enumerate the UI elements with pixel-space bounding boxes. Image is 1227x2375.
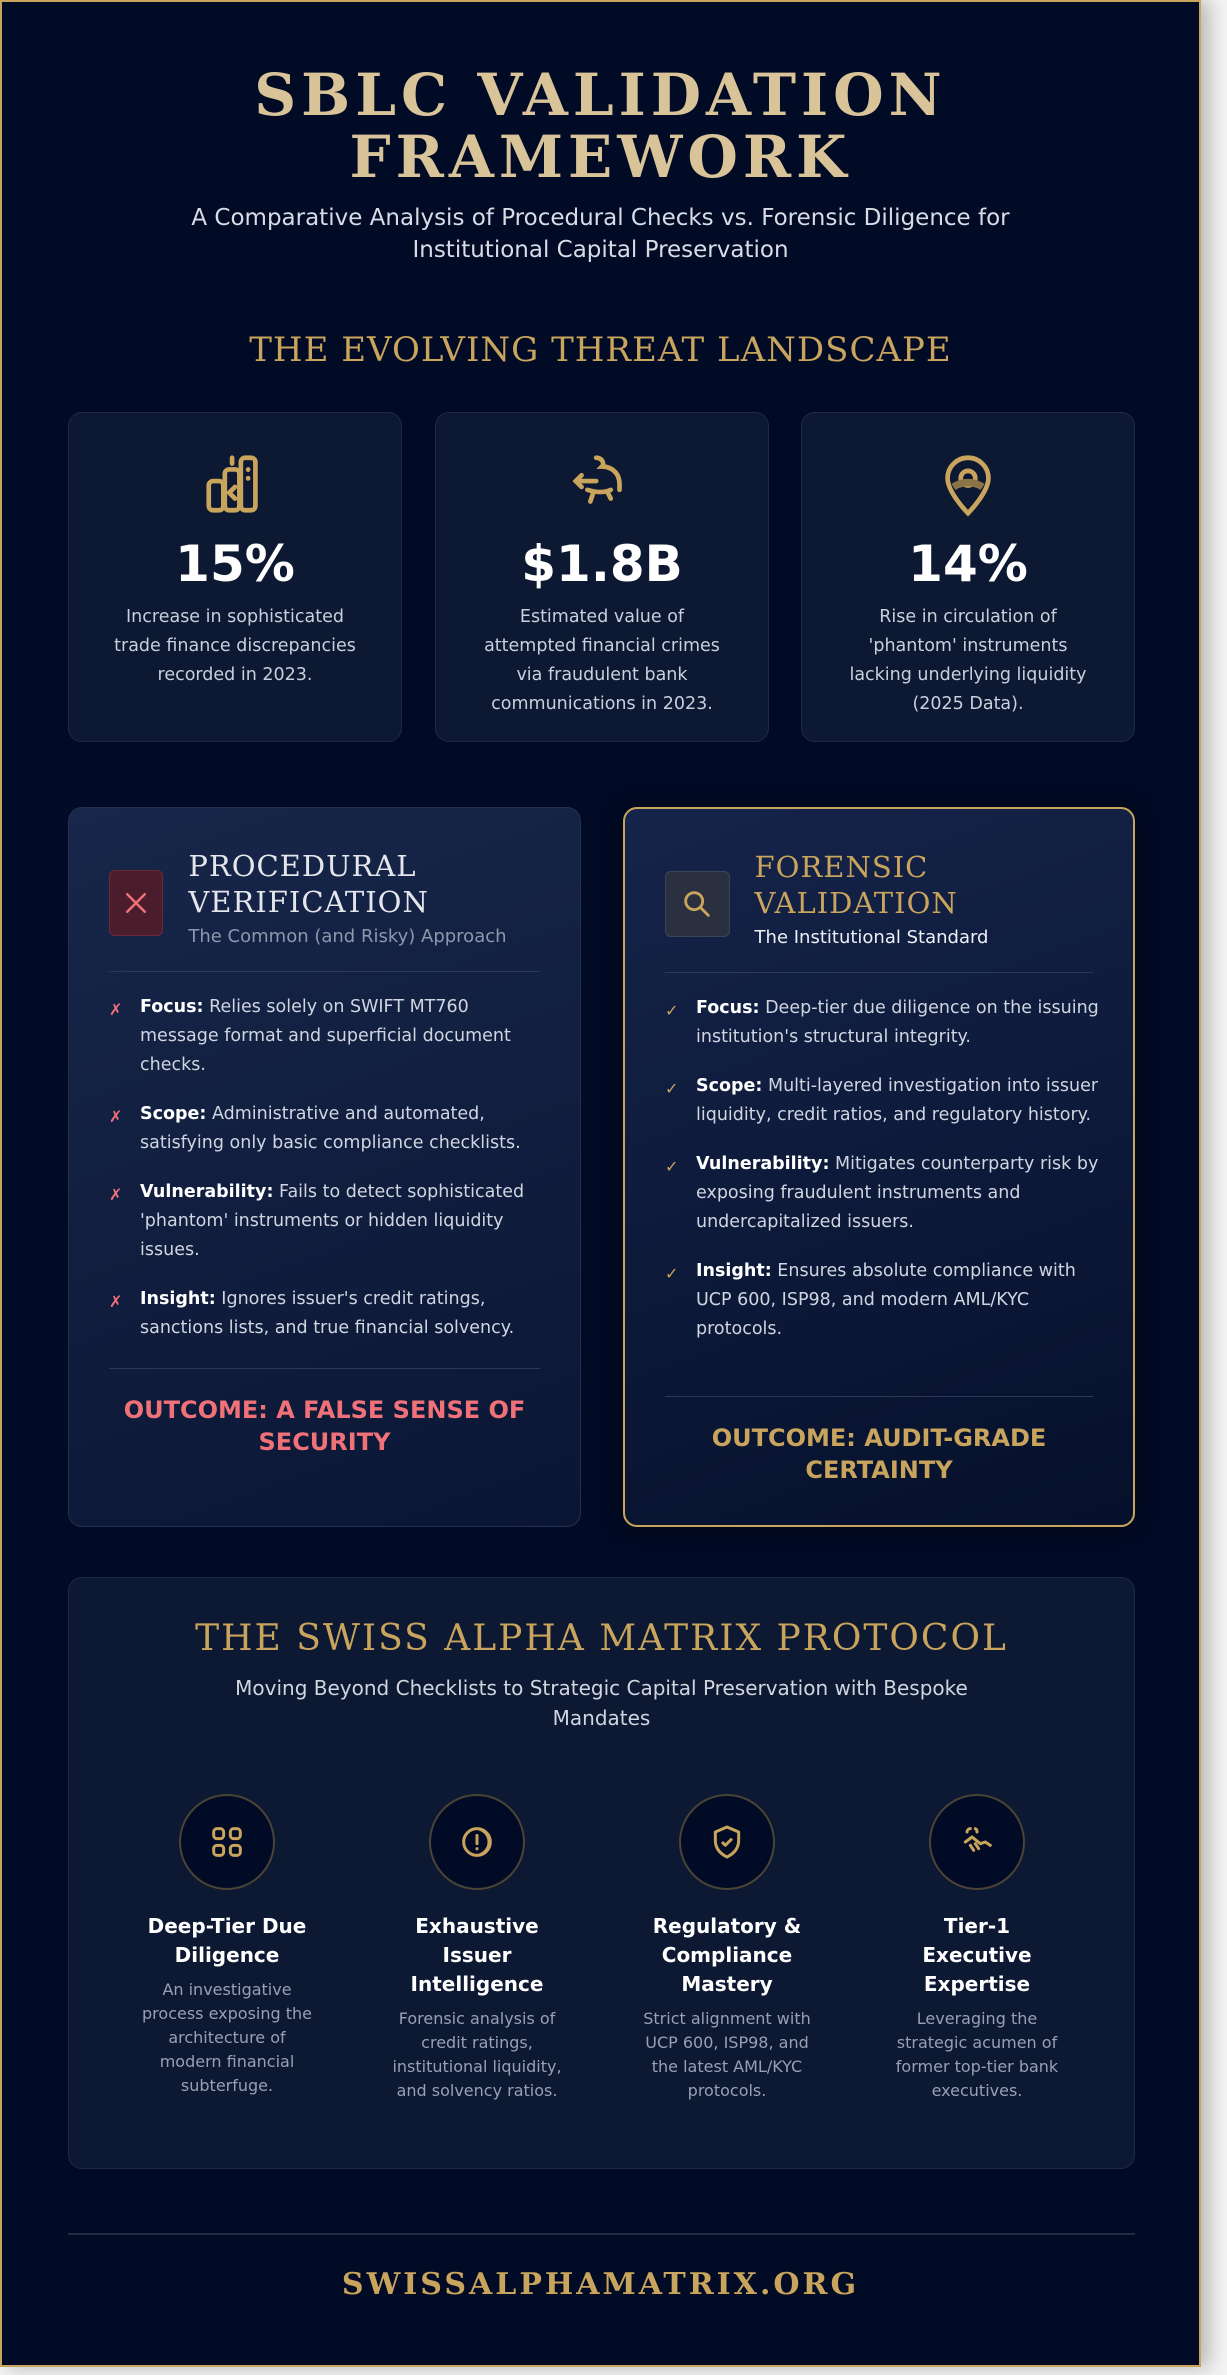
pillar-description: Strict alignment with UCP 600, ISP98, and the latest AML/KYC protocols. (643, 2009, 811, 2100)
check-icon: ✓ (665, 1157, 679, 1176)
pillar-name: Deep-Tier Due Diligence (147, 1914, 307, 1967)
cross-icon: ✗ (109, 1000, 123, 1019)
item-label: Insight: (140, 1289, 216, 1309)
pillar (127, 1794, 327, 2098)
pillar-name: Regulatory & Compliance Mastery (652, 1914, 802, 1996)
footer-site-link[interactable]: SWISSALPHAMATRIX.ORG (341, 2267, 860, 2302)
stat-card (435, 412, 769, 742)
outcome-text: OUTCOME: A FALSE SENSE OF SECURITY (123, 1396, 526, 1456)
item-label: Scope: (696, 1076, 763, 1096)
divider (109, 1368, 540, 1369)
card-title: FORENSIC VALIDATION (754, 850, 958, 920)
outcome-text: OUTCOME: AUDIT-GRADE CERTAINTY (711, 1424, 1047, 1484)
list-item (665, 994, 1103, 1052)
stat-description: Estimated value of attempted financial crimes via fraudulent bank communications in 2023. (484, 607, 720, 714)
list-item (109, 993, 550, 1080)
item-text: Deep-tier due diligence on the issuing institution's structural integrity. (696, 998, 1099, 1047)
divider (665, 1396, 1093, 1397)
stat-value: 14% (908, 535, 1028, 593)
pillar-name: Tier-1 Executive Expertise (922, 1914, 1032, 1996)
cross-icon: ✗ (109, 1292, 123, 1311)
pillar (627, 1794, 827, 2103)
location-pin-icon (933, 449, 1003, 519)
protocol-subtitle: Moving Beyond Checklists to Strategic Capital Preservation with Bespoke Mandates (235, 1676, 968, 1730)
cross-icon: ✗ (109, 1107, 123, 1126)
forensic-validation-card (623, 807, 1135, 1527)
item-label: Scope: (140, 1104, 207, 1124)
pillar-description: An investigative process exposing the architecture of modern financial subterfuge. (142, 1980, 312, 2095)
protocol-section (68, 1577, 1135, 2169)
stat-description: Rise in circulation of 'phantom' instruments lacking underlying liquidity (2025 Data). (849, 607, 1087, 714)
stat-value: $1.8B (521, 535, 683, 593)
list-item (109, 1285, 550, 1343)
item-label: Insight: (696, 1261, 772, 1281)
item-text: Ignores issuer's credit ratings, sanctions lists, and true financial solvency. (140, 1289, 515, 1338)
item-label: Vulnerability: (140, 1182, 274, 1202)
protocol-title: THE SWISS ALPHA MATRIX PROTOCOL (195, 1618, 1008, 1659)
check-icon: ✓ (665, 1264, 679, 1283)
title-line-1: SBLC VALIDATION (254, 61, 947, 129)
cross-icon: ✗ (109, 1185, 123, 1204)
stat-card (801, 412, 1135, 742)
list-item (109, 1178, 550, 1265)
broken-link-icon (567, 449, 637, 519)
list-item (665, 1150, 1103, 1237)
card-subtitle: The Institutional Standard (754, 927, 989, 948)
page-title (2, 61, 1199, 191)
pillar-name: Exhaustive Issuer Intelligence (410, 1914, 544, 1996)
check-icon: ✓ (665, 1079, 679, 1098)
x-icon (109, 870, 163, 936)
item-text: Fails to detect sophisticated 'phantom' instruments or hidden liquidity issues. (140, 1182, 525, 1260)
pillar (377, 1794, 577, 2103)
divider (665, 972, 1093, 973)
pillar-description: Leveraging the strategic acumen of former top-tier bank executives. (895, 2009, 1059, 2100)
page-subtitle: A Comparative Analysis of Procedural Checks vs. Forensic Diligence for Institutional Capital Preservation (191, 205, 1010, 263)
item-text: Multi-layered investigation into issuer liquidity, credit ratios, and regulatory history. (696, 1076, 1099, 1125)
card-subtitle: The Common (and Risky) Approach (188, 926, 507, 947)
list-item (665, 1257, 1103, 1344)
divider (109, 971, 540, 972)
item-label: Focus: (140, 997, 204, 1017)
chart-bars-icon (200, 449, 270, 519)
grid-icon (179, 1794, 275, 1890)
pillar (877, 1794, 1077, 2103)
item-label: Vulnerability: (696, 1154, 830, 1174)
stat-value: 15% (175, 535, 295, 593)
title-line-2: FRAMEWORK (349, 123, 852, 191)
item-text: Relies solely on SWIFT MT760 message format and superficial document checks. (140, 997, 511, 1075)
item-text: Mitigates counterparty risk by exposing fraudulent instruments and undercapitalized issuers. (696, 1154, 1099, 1232)
stat-card (68, 412, 402, 742)
shield-check-icon (679, 1794, 775, 1890)
item-text: Ensures absolute compliance with UCP 600, ISP98, and modern AML/KYC protocols. (696, 1261, 1076, 1339)
list-item (109, 1100, 550, 1158)
procedural-verification-card (68, 807, 581, 1527)
stat-description: Increase in sophisticated trade finance discrepancies recorded in 2023. (114, 607, 356, 685)
item-label: Focus: (696, 998, 760, 1018)
threat-heading: THE EVOLVING THREAT LANDSCAPE (249, 330, 952, 370)
footer-divider (68, 2233, 1135, 2235)
pillar-description: Forensic analysis of credit ratings, institutional liquidity, and solvency ratios. (392, 2009, 562, 2100)
search-icon (665, 871, 730, 937)
list-item (665, 1072, 1103, 1130)
criteria-list (109, 993, 550, 1363)
item-text: Administrative and automated, satisfying only basic compliance checklists. (140, 1104, 521, 1153)
check-icon: ✓ (665, 1001, 679, 1020)
criteria-list (665, 994, 1103, 1364)
alert-circle-icon (429, 1794, 525, 1890)
handshake-icon (929, 1794, 1025, 1890)
card-title: PROCEDURAL VERIFICATION (188, 849, 429, 919)
